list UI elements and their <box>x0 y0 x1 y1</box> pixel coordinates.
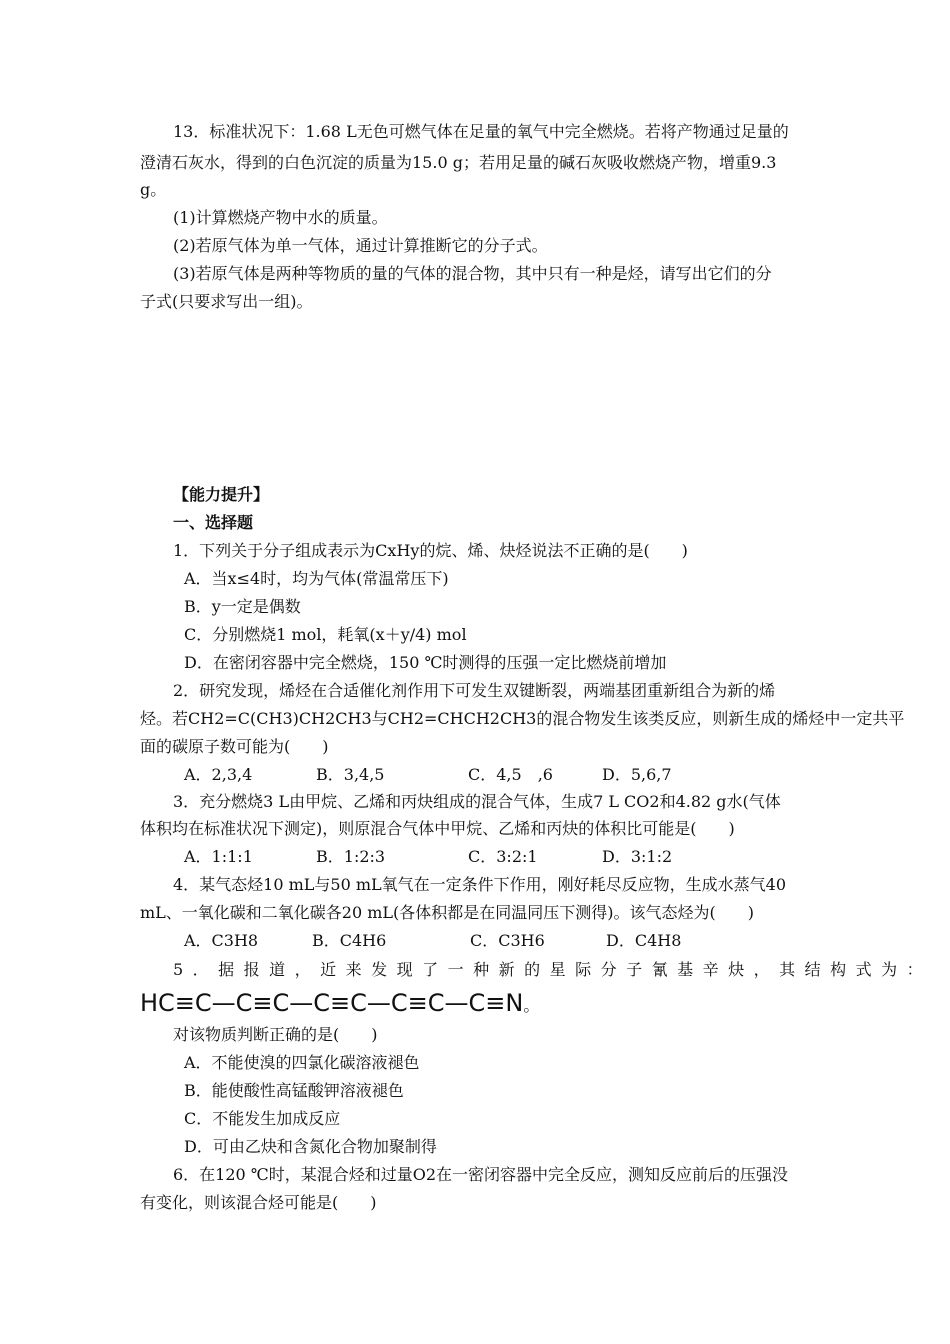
q5-option-b: B．能使酸性高锰酸钾溶液褪色 <box>184 1081 404 1100</box>
q6-line1: 6．在120 ℃时，某混合烃和过量O2在一密闭容器中完全反应，测知反应前后的压强没 <box>173 1165 789 1184</box>
q13-sub2: (2)若原气体为单一气体，通过计算推断它的分子式。 <box>173 236 548 255</box>
q3-line2: 体积均在标准状况下测定)，则原混合气体中甲烷、乙烯和丙炔的体积比可能是( ) <box>140 819 735 838</box>
q2-option-c: C．4,5 ,6 <box>468 765 553 784</box>
q13-sub3b: 子式(只要求写出一组)。 <box>140 292 313 311</box>
q2-line1: 2．研究发现，烯烃在合适催化剂作用下可发生双键断裂，两端基团重新组合为新的烯 <box>173 681 776 700</box>
q3-option-d: D．3:1:2 <box>602 847 673 866</box>
q3-option-c: C．3:2:1 <box>468 847 538 866</box>
structural-formula <box>140 988 539 1021</box>
q13-sub3a: (3)若原气体是两种等物质的量的气体的混合物，其中只有一种是烃，请写出它们的分 <box>173 264 772 283</box>
q1-option-b: B．y一定是偶数 <box>184 597 301 616</box>
q2-line3: 面的碳原子数可能为( ) <box>140 737 329 756</box>
section-title: 【能力提升】 <box>173 485 270 504</box>
q5-option-a: A．不能使溴的四氯化碳溶液褪色 <box>184 1053 420 1072</box>
q6-line2: 有变化，则该混合烃可能是( ) <box>140 1193 377 1212</box>
q4-option-c: C．C3H6 <box>470 931 545 950</box>
q5-option-d: D．可由乙炔和含氮化合物加聚制得 <box>184 1137 437 1156</box>
formula-end: 。 <box>523 996 540 1015</box>
q5-option-c: C．不能发生加成反应 <box>184 1109 341 1128</box>
q4-line1: 4．某气态烃10 mL与50 mL氧气在一定条件下作用，刚好耗尽反应物，生成水蒸气40 <box>173 875 787 894</box>
q1-option-d: D．在密闭容器中完全燃烧，150 ℃时测得的压强一定比燃烧前增加 <box>184 653 667 672</box>
section-subtitle: 一、选择题 <box>173 513 254 532</box>
q2-option-b: B．3,4,5 <box>316 765 385 784</box>
q2-line2: 烃。若CH2=C(CH3)CH2CH3与CH2=CHCH2CH3的混合物发生该类反应，则新生成的烯烃中一定共平 <box>140 709 905 728</box>
q13-line1: 13．标准状况下：1.68 L无色可燃气体在足量的氧气中完全燃烧。若将产物通过足量的 <box>173 122 789 141</box>
q4-option-b: B．C4H6 <box>312 931 387 950</box>
q5-line1: 5．据报道，近来发现了一种新的星际分子氰基辛炔，其结构式为： <box>173 960 933 979</box>
q4-option-d: D．C4H8 <box>606 931 682 950</box>
q2-option-d: D．5,6,7 <box>602 765 672 784</box>
formula-text: HC≡C—C≡C—C≡C—C≡C—C≡N <box>140 989 524 1017</box>
q3-option-b: B．1:2:3 <box>316 847 386 866</box>
q3-option-a: A．1:1:1 <box>184 847 253 866</box>
q1-option-c: C．分别燃烧1 mol，耗氧(x＋y/4) mol <box>184 625 467 644</box>
q13-line2: 澄清石灰水，得到的白色沉淀的质量为15.0 g；若用足量的碱石灰吸收燃烧产物，增重9.3 <box>140 153 777 172</box>
q2-option-a: A．2,3,4 <box>184 765 253 784</box>
q1-option-a: A．当x≤4时，均为气体(常温常压下) <box>184 569 449 588</box>
q1-stem: 1．下列关于分子组成表示为CxHy的烷、烯、炔烃说法不正确的是( ) <box>173 541 688 560</box>
q13-line3: g。 <box>140 180 167 199</box>
q5-stem: 对该物质判断正确的是( ) <box>173 1025 378 1044</box>
q13-sub1: (1)计算燃烧产物中水的质量。 <box>173 208 388 227</box>
q3-line1: 3．充分燃烧3 L由甲烷、乙烯和丙炔组成的混合气体，生成7 L CO2和4.82 g水(气体 <box>173 792 781 811</box>
q4-option-a: A．C3H8 <box>184 931 259 950</box>
q4-line2: mL、一氧化碳和二氧化碳各20 mL(各体积都是在同温同压下测得)。该气态烃为( ) <box>140 903 755 922</box>
